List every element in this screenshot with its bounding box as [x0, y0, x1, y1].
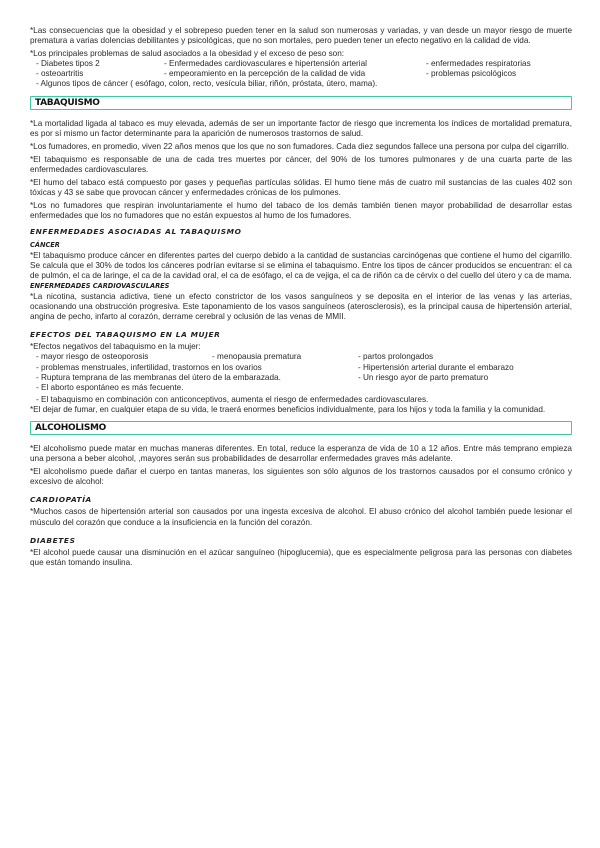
- efectos-list-row-2: [30, 363, 572, 373]
- list-item: - El tabaquismo en combinación con anticonceptivos, aumenta el riesgo de enfermedades cardiovasculares.: [36, 394, 429, 404]
- list-item: - enfermedades respiratorias: [426, 59, 531, 69]
- cardiopatia-paragraph: *Muchos casos de hipertensión arterial son causados por una ingesta excesiva de alcohol. El abuso crónico del alcohol también puede lesionar el músculo del corazón que conduce a la insuficiencia en la función del corazón.: [30, 507, 572, 527]
- tabaquismo-paragraph-5: *Los no fumadores que respiran involuntariamente el humo del tabaco de los demás también tienen mayor probabilidad de desarrollar estas enfermedades que los no fumadores que no están expuestos al humo de los fumadores.: [30, 201, 572, 221]
- intro-paragraph: *Las consecuencias que la obesidad y el sobrepeso pueden tener en la salud son numerosas y variadas, y van desde un mayor riesgo de muerte prematura a varias dolencias debilitantes y psicológicas, que no son mortales, pero pueden tener un efecto negativo en la calidad de vida.: [30, 26, 572, 46]
- list-item: - Ruptura temprana de las membranas del útero de la embarazada.: [36, 372, 281, 382]
- list-item: - El aborto espontáneo es más fecuente.: [36, 382, 184, 392]
- list-item: - mayor riesgo de osteoporosis: [36, 352, 149, 362]
- cardiopatia-subheading: CARDIOPATÍA: [30, 495, 92, 505]
- efectos-list-row-5: [30, 395, 572, 405]
- list-item: - problemas psicológicos: [426, 69, 517, 79]
- tabaquismo-paragraph-2: *Los fumadores, en promedio, viven 22 años menos que los que no son fumadores. Cada diez segundos fallece una persona por culpa del cigarrillo.: [30, 141, 569, 151]
- list-item: - Algunos tipos de cáncer ( esófago, colon, recto, vesícula biliar, riñón, próstata, útero, mama).: [36, 79, 378, 89]
- enfermedades-subheading: ENFERMEDADES ASOCIADAS AL TABAQUISMO: [30, 227, 242, 237]
- efectos-list-row-4: [30, 383, 572, 393]
- alcoholismo-paragraph-2: *El alcoholismo puede dañar el cuerpo en tantas maneras, los siguientes son sólo algunos de los trastornos causados por el consumo crónico y excesivo de alcohol:: [30, 467, 572, 487]
- list-item: - Un riesgo ayor de parto prematuro: [358, 372, 489, 382]
- tabaquismo-paragraph-1: *La mortalidad ligada al tabaco es muy elevada, además de ser un importante factor de riesgo que incrementa los índices de mortalidad prematura, es por sí mismo un factor determinante para la aparición de numerosos trastornos de salud.: [30, 118, 572, 138]
- section-title: TABAQUISMO: [35, 97, 100, 108]
- cardiovasculares-subheading: ENFERMEDADES CARDIOVASCULARES: [30, 281, 170, 290]
- list-item: - Diabetes tipos 2: [36, 59, 100, 69]
- alcoholismo-paragraph-1: *El alcoholismo puede matar en muchas maneras diferentes. En total, reduce la esperanza de vida de 10 a 12 años. Entre más temprano empieza una persona a beber alcohol, ,mayores serán sus probabilidades de desarrollar enfermedades graves más adelante.: [30, 444, 572, 464]
- list-item: - Enfermedades cardiovasculares e hipertensión arterial: [164, 59, 367, 69]
- efectos-intro: *Efectos negativos del tabaquismo en la mujer:: [30, 342, 201, 352]
- obesity-list-row-3: [30, 79, 572, 89]
- section-title: ALCOHOLISMO: [35, 422, 107, 433]
- cancer-paragraph: *El tabaquismo produce cáncer en diferentes partes del cuerpo debido a la cantidad de sustancias carcinógenas que contiene el humo del cigarrillo. Se calcula que el 30% de todos los cánceres podrían evitarse si se elimina el tabaquismo. Entre los tipos de cáncer producidos se encuentran: el ca de pulmón, el ca de laringe, el ca de la cavidad oral, el ca de esófago, el ca de vejiga, el ca de riñón ca de cérvix o del cuello del útero y ca de mama.: [30, 250, 572, 280]
- efectos-list-row-1: [30, 352, 572, 362]
- list-item: - partos prolongados: [358, 352, 434, 362]
- list-item: - Hipertensión arterial durante el embarazo: [358, 362, 514, 372]
- list-item: - osteoartritis: [36, 69, 84, 79]
- efectos-subheading: EFECTOS DEL TABAQUISMO EN LA MUJER: [30, 330, 221, 340]
- list-item: - problemas menstruales, infertilidad, trastornos en los ovarios: [36, 362, 262, 372]
- tabaquismo-section-header: [30, 96, 572, 110]
- efectos-outro: *El dejar de fumar, en cualquier etapa de su vida, le traerá enormes beneficios individualmente, para los hijos y toda la familia y la comunidad.: [30, 404, 546, 414]
- obesity-list-row-2: [30, 69, 572, 79]
- diabetes-paragraph: *El alcohol puede causar una disminución en el azúcar sanguíneo (hipoglucemia), que es especialmente peligrosa para las personas con diabetes que están tomando insulina.: [30, 547, 572, 567]
- list-item: - empeoramiento en la percepción de la calidad de vida: [164, 69, 366, 79]
- intro-list-title: *Los principales problemas de salud asociados a la obesidad y el exceso de peso son:: [30, 49, 345, 59]
- diabetes-subheading: DIABETES: [30, 535, 76, 545]
- list-item: - menopausia prematura: [212, 352, 302, 362]
- obesity-list-row-1: [30, 59, 572, 69]
- cardiovasculares-paragraph: *La nicotina, sustancia adictiva, tiene un efecto constrictor de los vasos sanguíneos y se deposita en el interior de las venas y las arterias, ocasionando una obstrucción progresiva. Este taponamiento de los vasos sanguíneos (aterosclerosis), es la principal causa de hipertensión arterial, angina de pecho, infarto al corazón, derrame cerebral y oclusión de las venas de MMII.: [30, 291, 572, 322]
- tabaquismo-paragraph-3: *El tabaquismo es responsable de una de cada tres muertes por cáncer, del 90% de los tumores pulmonares y de una cuarta parte de las enfermedades cardiovasculares.: [30, 154, 572, 174]
- tabaquismo-paragraph-4: *El humo del tabaco está compuesto por gases y pequeñas partículas sólidas. El humo tiene más de cuatro mil sustancias de las cuales 402 son tóxicas y 43 se sabe que provocan cáncer y enfermedades crónicas de los pulmones.: [30, 178, 572, 198]
- cancer-subheading: CÁNCER: [30, 240, 60, 249]
- efectos-list-row-3: [30, 373, 572, 383]
- alcoholismo-section-header: [30, 421, 572, 435]
